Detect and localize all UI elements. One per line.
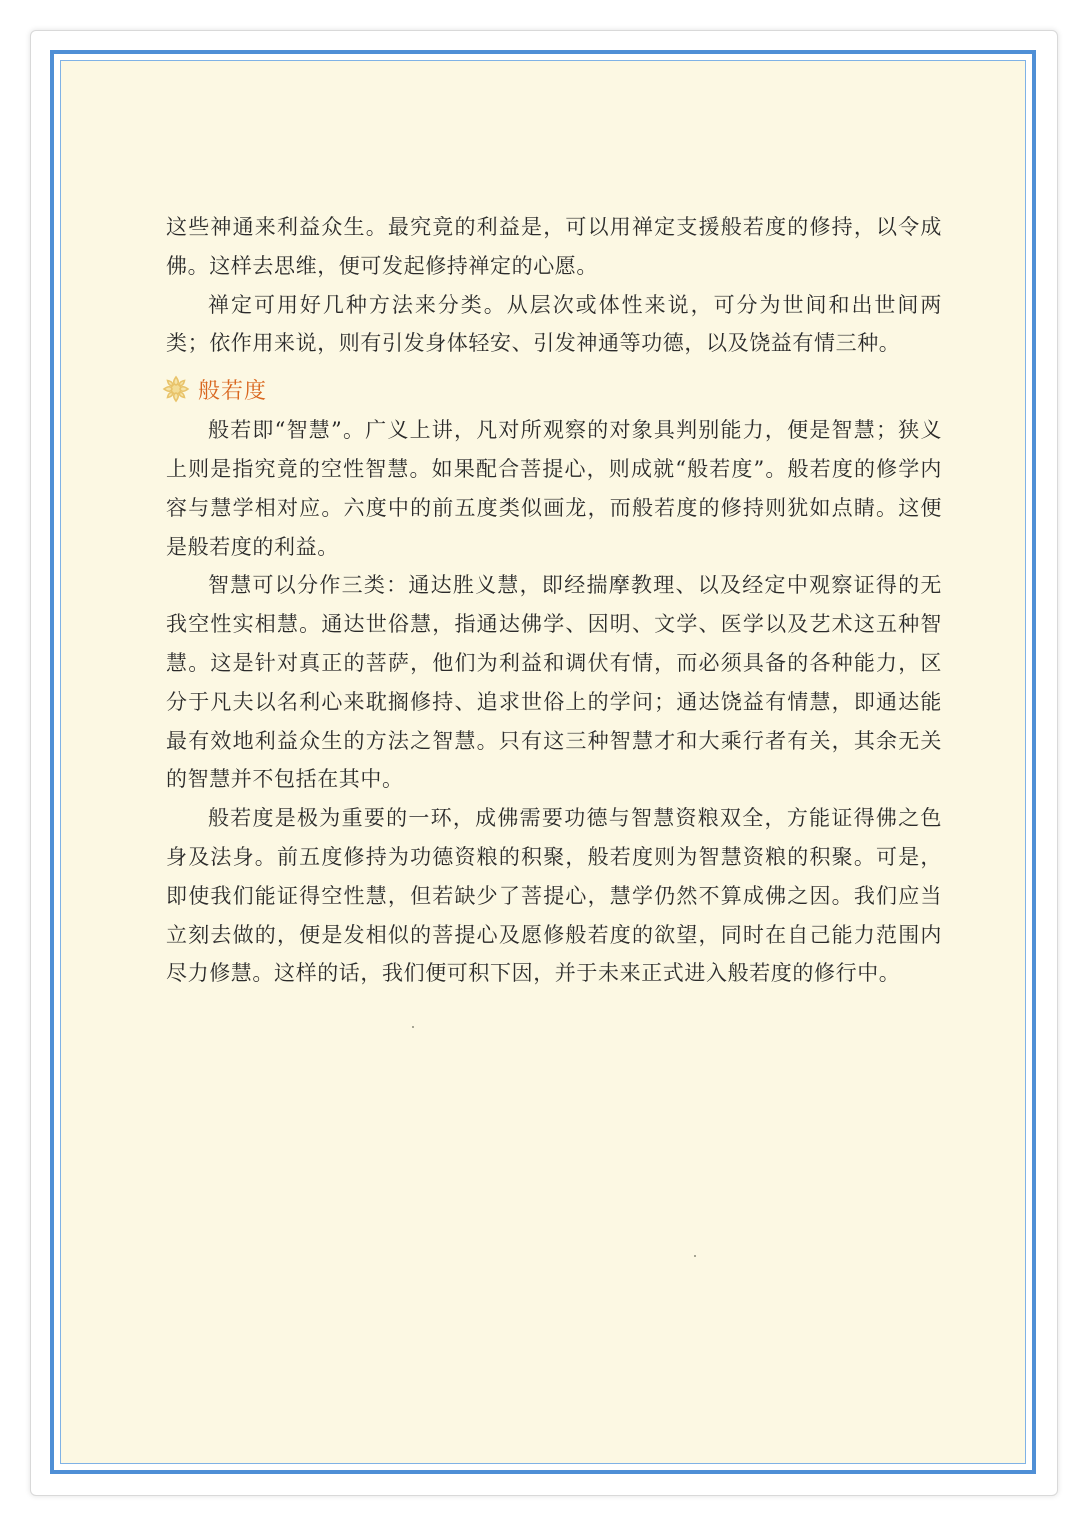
paragraph-classification: 禅定可用好几种方法来分类。从层次或体性来说，可分为世间和出世间两类；依作用来说，则有引发身体轻安、引发神通等功德，以及饶益有情三种。 — [166, 292, 942, 356]
lotus-icon — [162, 375, 190, 403]
paragraph-prajna-definition: 般若即“智慧”。广义上讲，凡对所观察的对象具判别能力，便是智慧；狭义上则是指究竟的空性智慧。如果配合菩提心，则成就“般若度”。般若度的修学内容与慧学相对应。六度中的前五度类似画龙，而般若度的修持则犹如点睛。这便是般若度的利益。 — [166, 418, 942, 559]
document-body — [166, 208, 942, 993]
paragraph-importance: 般若度是极为重要的一环，成佛需要功德与智慧资粮双全，方能证得佛之色身及法身。前五度修持为功德资粮的积聚，般若度则为智慧资粮的积聚。可是，即使我们能证得空性慧，但若缺少了菩提心，慧学仍然不算成佛之因。我们应当立刻去做的，便是发相似的菩提心及愿修般若度的欲望，同时在自己能力范围内尽力修慧。这样的话，我们便可积下因，并于未来正式进入般若度的修行中。 — [166, 806, 942, 986]
section-title: 般若度 — [198, 378, 268, 404]
section-heading — [162, 367, 942, 411]
scan-speck — [694, 1255, 696, 1257]
scan-speck — [412, 1026, 414, 1028]
paragraph-three-wisdoms: 智慧可以分作三类：通达胜义慧，即经揣摩教理、以及经定中观察证得的无我空性实相慧。通达世俗慧，指通达佛学、因明、文学、医学以及艺术这五种智慧。这是针对真正的菩萨，他们为利益和调伏有情，而必须具备的各种能力，区分于凡夫以名利心来耽搁修持、追求世俗上的学问；通达饶益有情慧，即通达能最有效地利益众生的方法之智慧。只有这三种智慧才和大乘行者有关，其余无关的智慧并不包括在其中。 — [166, 573, 942, 792]
paragraph-continued: 这些神通来利益众生。最究竟的利益是，可以用禅定支援般若度的修持，以令成佛。这样去思维，便可发起修持禅定的心愿。 — [166, 215, 942, 278]
